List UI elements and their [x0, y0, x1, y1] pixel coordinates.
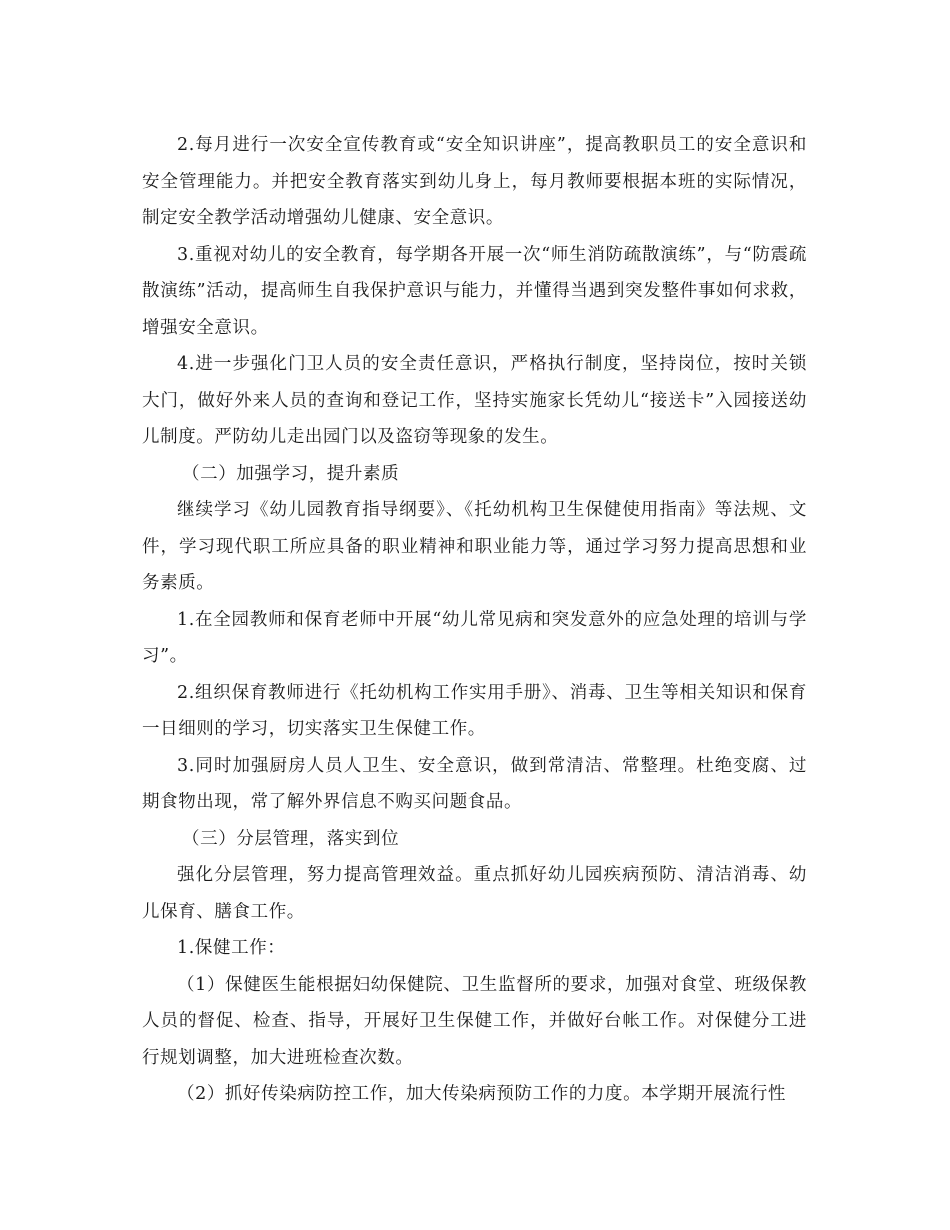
paragraph-health-doctor: （1）保健医生能根据妇幼保健院、卫生监督所的要求，加强对食堂、班级保教人员的督促、检查、指导，开展好卫生保健工作，并做好台帐工作。对保健分工进行规划调整，加大进班检查次数。 [142, 974, 807, 1068]
section-heading-study: （二）加强学习，提升素质 [182, 463, 400, 484]
paragraph-evacuation-drills: 3.重视对幼儿的安全教育，每学期各开展一次“师生消防疏散演练”，与“防震疏散演练”活动，提高师生自我保护意识与能力，并懂得当遇到突发整件事如何求救，增强安全意识。 [142, 244, 807, 338]
paragraph-infectious-disease: （2）抓好传染病防控工作，加大传染病预防工作的力度。本学期开展流行性 [177, 1084, 787, 1104]
paragraph-guard-responsibility: 4.进一步强化门卫人员的安全责任意识，严格执行制度，坚持岗位，按时关锁大门，做好外来人员的查询和登记工作，坚持实施家长凭幼儿“接送卡”入园接送幼儿制度。严防幼儿走出园门以及盗窃等现象的发生。 [142, 354, 807, 447]
paragraph-layered-management: 强化分层管理，努力提高管理效益。重点抓好幼儿园疾病预防、清洁消毒、幼儿保育、膳食工作。 [142, 865, 807, 922]
paragraph-health-work-title: 1.保健工作： [177, 938, 286, 958]
section-heading-management: （三）分层管理，落实到位 [182, 828, 400, 849]
paragraph-kitchen-hygiene: 3.同时加强厨房人员人卫生、安全意识，做到常清洁、常整理。杜绝变腐、过期食物出现，常了解外界信息不购买问题食品。 [142, 755, 807, 812]
paragraph-monthly-safety-education: 2.每月进行一次安全宣传教育或“安全知识讲座”，提高教职员工的安全意识和安全管理能力。并把安全教育落实到幼儿身上，每月教师要根据本班的实际情况，制定安全教学活动增强幼儿健康、安全意识。 [142, 135, 807, 228]
paragraph-handbook-study: 2.组织保育教师进行《托幼机构工作实用手册》、消毒、卫生等相关知识和保育一日细则的学习，切实落实卫生保健工作。 [142, 682, 807, 739]
document-body [142, 127, 807, 1113]
paragraph-continue-learning: 继续学习《幼儿园教育指导纲要》、《托幼机构卫生保健使用指南》等法规、文件，学习现代职工所应具备的职业精神和职业能力等，通过学习努力提高思想和业务素质。 [142, 500, 807, 593]
paragraph-emergency-training: 1.在全园教师和保育老师中开展“幼儿常见病和突发意外的应急处理的培训与学习”。 [142, 609, 807, 666]
